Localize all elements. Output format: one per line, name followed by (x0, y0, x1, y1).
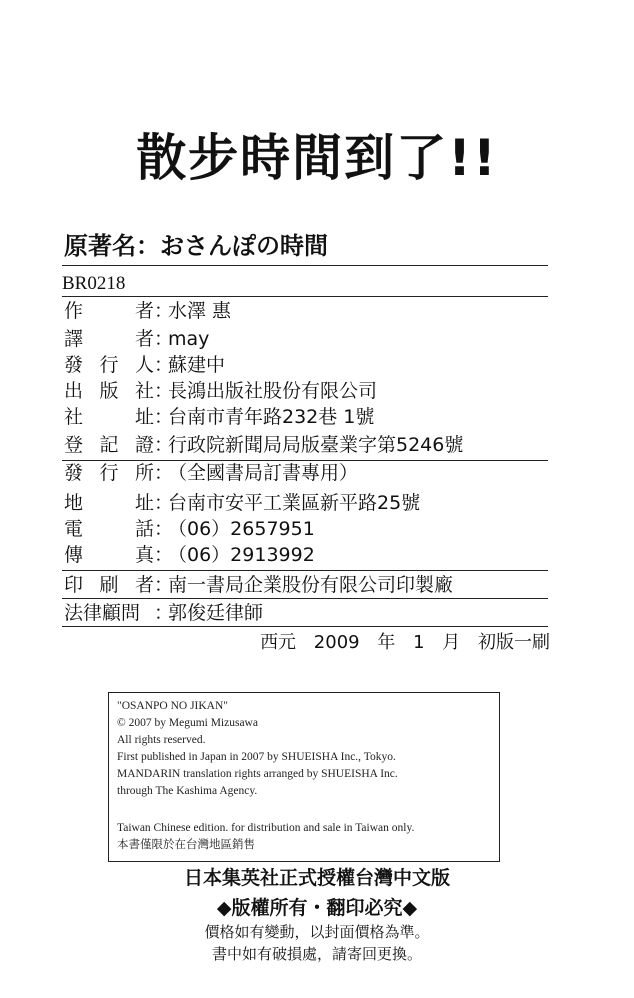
credit-row (64, 352, 225, 378)
copyright-line: All rights reserved. (117, 734, 206, 746)
credit-label-char: 法律顧問 (64, 602, 141, 624)
credit-row (64, 516, 315, 542)
credit-label-char: 印 (64, 574, 84, 596)
credit-sep: ： (154, 602, 174, 624)
credit-label (64, 432, 154, 458)
credit-sep: ： (154, 354, 174, 376)
credit-label (64, 490, 154, 516)
damage-note: 書中如有破損處，請寄回更換。 (211, 945, 422, 963)
copyright-line: through The Kashima Agency. (117, 785, 258, 797)
credit-label-char: 出 (64, 380, 84, 402)
credit-label-char: 刷 (99, 574, 119, 596)
credit-row (64, 326, 209, 352)
credit-value: 台南市青年路232巷 1號 (168, 406, 375, 428)
copyright-line: 本書僅限於在台灣地區銷售 (117, 839, 255, 851)
rights-notice: ◆版權所有・翻印必究◆ (216, 897, 418, 919)
credit-label-char: 登 (64, 434, 84, 456)
credit-label-char: 者 (134, 574, 154, 596)
credit-value: （06）2913992 (168, 544, 315, 566)
credit-sep: ： (154, 328, 174, 350)
credit-label (64, 352, 154, 378)
credit-label-char: 證 (134, 434, 154, 456)
copyright-line: Taiwan Chinese edition. for distribution and sale in Taiwan only. (117, 822, 415, 834)
credit-label (64, 326, 154, 352)
credit-label (64, 572, 154, 598)
credit-label-char: 記 (99, 434, 119, 456)
credit-sep: ： (154, 300, 174, 322)
copyright-box (108, 692, 500, 862)
credit-value: 水澤 惠 (168, 300, 232, 322)
credit-label (64, 516, 154, 542)
credit-sep: ： (154, 380, 174, 402)
credit-label (64, 542, 154, 568)
credit-label-char: 社 (134, 380, 154, 402)
credit-row (64, 572, 453, 598)
credit-value: （全國書局訂書專用） (168, 462, 359, 484)
divider-rule (62, 265, 548, 266)
credit-label-char: 所 (134, 462, 154, 484)
copyright-line: © 2007 by Megumi Mizusawa (117, 717, 258, 729)
copyright-line: MANDARIN translation rights arranged by SHUEISHA Inc. (117, 768, 398, 780)
credit-label-char: 者 (134, 328, 154, 350)
credit-label-char: 電 (64, 518, 84, 540)
edition-month-unit: 月 (442, 632, 461, 653)
credit-value: 郭俊廷律師 (168, 602, 264, 624)
authorization-notice: 日本集英社正式授權台灣中文版 (183, 867, 450, 889)
credit-row (64, 404, 374, 430)
credit-sep: ： (154, 518, 174, 540)
credit-label-char: 真 (134, 544, 154, 566)
credit-label-char: 者 (134, 300, 154, 322)
credit-value: （06）2657951 (168, 518, 315, 540)
credit-value: 南一書局企業股份有限公司印製廠 (168, 574, 454, 596)
credit-row (64, 542, 315, 568)
credit-row (64, 490, 420, 516)
credit-label-char: 譯 (64, 328, 84, 350)
divider-rule (62, 626, 548, 627)
credit-sep: ： (154, 544, 174, 566)
credit-label-char: 行 (99, 462, 119, 484)
copyright-line: "OSANPO NO JIKAN" (117, 700, 228, 712)
credit-label-char: 發 (64, 354, 84, 376)
divider-rule (62, 598, 548, 599)
credit-value: 蘇建中 (168, 354, 226, 376)
credit-row (64, 378, 377, 404)
credit-sep: ： (154, 492, 174, 514)
book-code: BR0218 (62, 273, 126, 294)
credit-sep: ： (154, 406, 174, 428)
credit-row (64, 432, 463, 458)
credit-value: 台南市安平工業區新平路25號 (168, 492, 421, 514)
copyright-line: First published in Japan in 2007 by SHUEISHA Inc., Tokyo. (117, 751, 396, 763)
credit-label (64, 600, 154, 626)
credit-label-char: 作 (64, 300, 84, 322)
credit-label (64, 404, 154, 430)
credit-label-char: 傳 (64, 544, 84, 566)
original-title-sep: ： (136, 232, 160, 260)
price-note: 價格如有變動，以封面價格為準。 (204, 923, 430, 941)
credit-label (64, 378, 154, 404)
credit-label (64, 298, 154, 324)
credit-label-char: 社 (64, 406, 84, 428)
credit-sep: ： (154, 434, 174, 456)
book-title: 散步時間到了!! (136, 129, 498, 187)
edition-era: 西元 (260, 632, 297, 653)
divider-rule (62, 570, 548, 571)
credit-label-char: 話 (134, 518, 154, 540)
credit-label-char: 行 (99, 354, 119, 376)
credit-label (64, 460, 154, 486)
credit-label-char: 址 (134, 406, 154, 428)
credit-row (64, 298, 231, 324)
edition-year-unit: 年 (377, 632, 396, 653)
credit-value: may (168, 328, 210, 350)
original-title-value: おさんぽの時間 (160, 232, 328, 260)
credit-value: 長鴻出版社股份有限公司 (168, 380, 378, 402)
edition-date (260, 631, 550, 655)
credit-value: 行政院新聞局局版臺業字第5246號 (168, 434, 464, 456)
credit-row (64, 460, 358, 486)
credit-label-char: 址 (134, 492, 154, 514)
edition-printing: 初版一刷 (478, 632, 550, 653)
divider-rule (62, 296, 548, 297)
edition-month: 1 (413, 632, 425, 653)
credit-label-char: 人 (134, 354, 154, 376)
edition-year: 2009 (313, 632, 360, 653)
original-title (64, 230, 328, 262)
credit-sep: ： (154, 462, 174, 484)
credit-label-char: 版 (99, 380, 119, 402)
credit-row (64, 600, 263, 626)
divider-rule (62, 460, 548, 461)
credit-sep: ： (154, 574, 174, 596)
original-title-label: 原著名 (64, 232, 136, 260)
credit-label-char: 發 (64, 462, 84, 484)
credit-label-char: 地 (64, 492, 84, 514)
